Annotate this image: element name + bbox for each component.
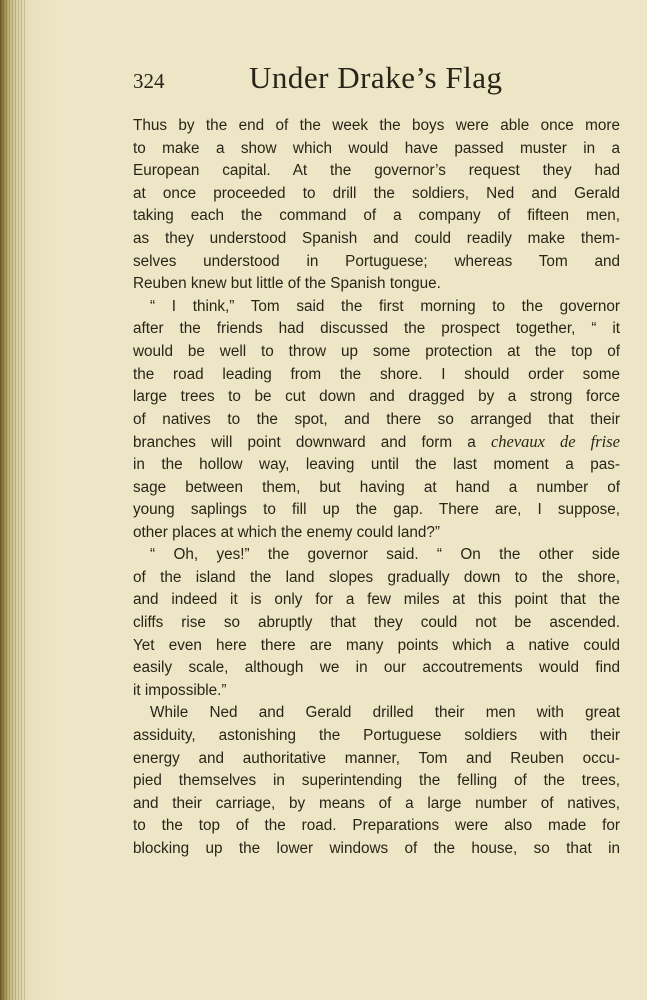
- text-line-content: of the island the land slopes gradually down to the shore,: [133, 568, 620, 586]
- text-line-content: as they understood Spanish and could readily make them-: [133, 229, 620, 247]
- text-line: [133, 838, 620, 861]
- text-line: [133, 770, 620, 793]
- text-line: [133, 115, 620, 138]
- text-line-content: in the hollow way, leaving until the last moment a pas-: [133, 455, 620, 473]
- text-line: [133, 364, 620, 387]
- text-line: [133, 635, 620, 658]
- text-line-content: “ I think,” Tom said the first morning to the governor: [150, 297, 620, 315]
- text-line-content: to the top of the road. Preparations were also made for: [133, 817, 620, 835]
- text-line-content: taking each the command of a company of fifteen men,: [133, 207, 620, 225]
- text-line-content: after the friends had discussed the prospect together, “ it: [133, 320, 620, 338]
- text-line-content: Thus by the end of the week the boys were able once more: [133, 117, 620, 134]
- text-line: [133, 793, 620, 816]
- text-line-content: “ Oh, yes!” the governor said. “ On the other side: [150, 546, 620, 564]
- text-line: [133, 589, 620, 612]
- text-line-content: it impossible.”: [133, 681, 227, 699]
- text-line-content: cliffs rise so abruptly that they could not be ascended.: [133, 614, 620, 632]
- text-line: [133, 341, 620, 364]
- text-line: [133, 454, 620, 477]
- text-line: [133, 296, 620, 319]
- text-line-content: easily scale, although we in our accoutrements would find: [133, 659, 620, 677]
- text-line-content: Yet even here there are many points which a native could: [133, 636, 620, 654]
- text-line: [133, 138, 620, 161]
- text-line-content: assiduity, astonishing the Portuguese soldiers with their: [133, 727, 620, 745]
- text-line-content: Reuben knew but little of the Spanish tongue.: [133, 275, 441, 293]
- text-line: [133, 680, 620, 703]
- text-line-content: selves understood in Portuguese; whereas Tom and: [133, 252, 620, 270]
- book-title: Under Drake’s Flag: [249, 60, 503, 95]
- text-line-content: sage between them, but having at hand a number of: [133, 478, 620, 496]
- text-line-content: other places at which the enemy could land?”: [133, 523, 440, 541]
- text-line-content: and their carriage, by means of a large number of natives,: [133, 794, 620, 812]
- text-line: [133, 477, 620, 500]
- text-line-content: branches will point downward and form a: [133, 434, 491, 452]
- text-line-content: would be well to throw up some protection at the top of: [133, 342, 620, 360]
- text-line: [133, 544, 620, 567]
- text-line: [133, 522, 620, 545]
- running-head: [133, 60, 623, 104]
- text-line: [133, 725, 620, 748]
- book-gutter: [0, 0, 26, 1000]
- text-line: [133, 205, 620, 228]
- text-line: [133, 273, 620, 296]
- text-line: [133, 499, 620, 522]
- text-line: [133, 748, 620, 771]
- page-number: 324: [133, 69, 165, 93]
- text-line-content: While Ned and Gerald drilled their men with great: [150, 704, 620, 722]
- body-text: [133, 115, 620, 861]
- text-line-content: energy and authoritative manner, Tom and Reuben occu-: [133, 749, 620, 767]
- text-line-content: at once proceeded to drill the soldiers, Ned and Gerald: [133, 184, 620, 202]
- text-line: [133, 567, 620, 590]
- text-line-content: European capital. At the governor’s request they had: [133, 162, 620, 180]
- text-line: [133, 160, 620, 183]
- text-line: [133, 251, 620, 274]
- text-line: [133, 228, 620, 251]
- text-line-content: blocking up the lower windows of the house, so that in: [133, 840, 620, 857]
- text-line: [133, 386, 620, 409]
- text-line-content: the road leading from the shore. I should order some: [133, 365, 620, 383]
- text-line-content: large trees to be cut down and dragged by a strong force: [133, 388, 620, 406]
- text-line: [133, 702, 620, 725]
- text-line: [133, 183, 620, 206]
- italic-phrase: chevaux de frise: [490, 432, 620, 452]
- text-line: [133, 612, 620, 635]
- text-line-content: of natives to the spot, and there so arranged that their: [133, 410, 620, 428]
- text-line-content: pied themselves in superintending the felling of the trees,: [133, 772, 620, 790]
- text-line-content: young saplings to fill up the gap. There are, I suppose,: [133, 501, 620, 519]
- text-line: [133, 318, 620, 341]
- text-line: [133, 657, 620, 680]
- text-line: [133, 409, 620, 432]
- text-line-content: and indeed it is only for a few miles at this point that the: [133, 591, 620, 609]
- text-line: [133, 431, 620, 454]
- text-line-content: to make a show which would have passed muster in a: [133, 139, 620, 157]
- text-line: [133, 815, 620, 838]
